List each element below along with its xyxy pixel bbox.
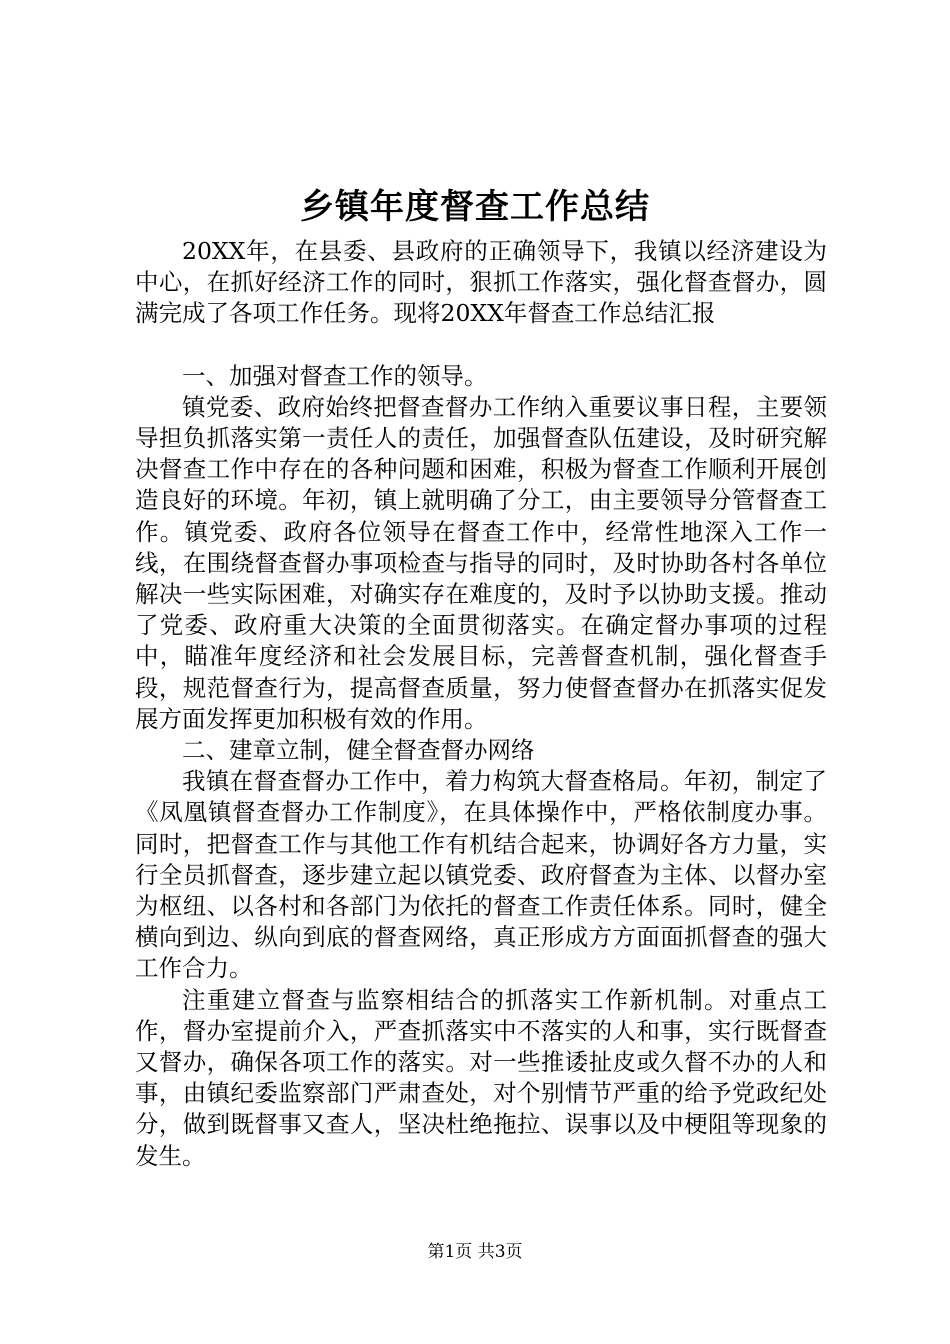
- document-body: [135, 236, 827, 1172]
- page-number-footer: 第1页 共3页: [427, 1242, 523, 1262]
- section-heading-1: 一、加强对督查工作的领导。: [182, 361, 488, 390]
- intro-paragraph: 20XX年，在县委、县政府的正确领导下，我镇以经济建设为中心，在抓好经济工作的同时，狠抓工作落实，强化督查督办，圆满完成了各项工作任务。现将20XX年督查工作总结汇报: [135, 237, 827, 328]
- section-1-paragraph: 镇党委、政府始终把督查督办工作纳入重要议事日程，主要领导担负抓落实第一责任人的责任，加强督查队伍建设，及时研究解决督查工作中存在的各种问题和困难，积极为督查工作顺利开展创造良好的环境。年初，镇上就明确了分工，由主要领导分管督查工作。镇党委、政府各位领导在督查工作中，经常性地深入工作一线，在围绕督查督办事项检查与指导的同时，及时协助各村各单位解决一些实际困难，对确实存在难度的，及时予以协助支援。推动了党委、政府重大决策的全面贯彻落实。在确定督办事项的过程中，瞄准年度经济和社会发展目标，完善督查机制，强化督查手段，规范督查行为，提高督查质量，努力使督查督办在抓落实促发展方面发挥更加积极有效的作用。: [135, 392, 827, 733]
- section-2-paragraph-1: 我镇在督查督办工作中，着力构筑大督查格局。年初，制定了《凤凰镇督查督办工作制度》，在具体操作中，严格依制度办事。同时，把督查工作与其他工作有机结合起来，协调好各方力量，实行全员抓督查，逐步建立起以镇党委、政府督查为主体、以督办室为枢纽、以各村和各部门为依托的督查工作责任体系。同时，健全横向到边、纵向到底的督查网络，真正形成方方面面抓督查的强大工作合力。: [135, 767, 827, 983]
- document-title: 乡镇年度督查工作总结: [300, 187, 650, 227]
- section-heading-2: 二、建章立制，健全督查督办网络: [182, 736, 535, 765]
- section-2-paragraph-2: 注重建立督查与监察相结合的抓落实工作新机制。对重点工作，督办室提前介入，严查抓落实中不落实的人和事，实行既督查又督办，确保各项工作的落实。对一些推诿扯皮或久督不办的人和事，由镇纪委监察部门严肃查处，对个别情节严重的给予党政纪处分，做到既督事又查人，坚决杜绝拖拉、误事以及中梗阻等现象的发生。: [135, 985, 827, 1170]
